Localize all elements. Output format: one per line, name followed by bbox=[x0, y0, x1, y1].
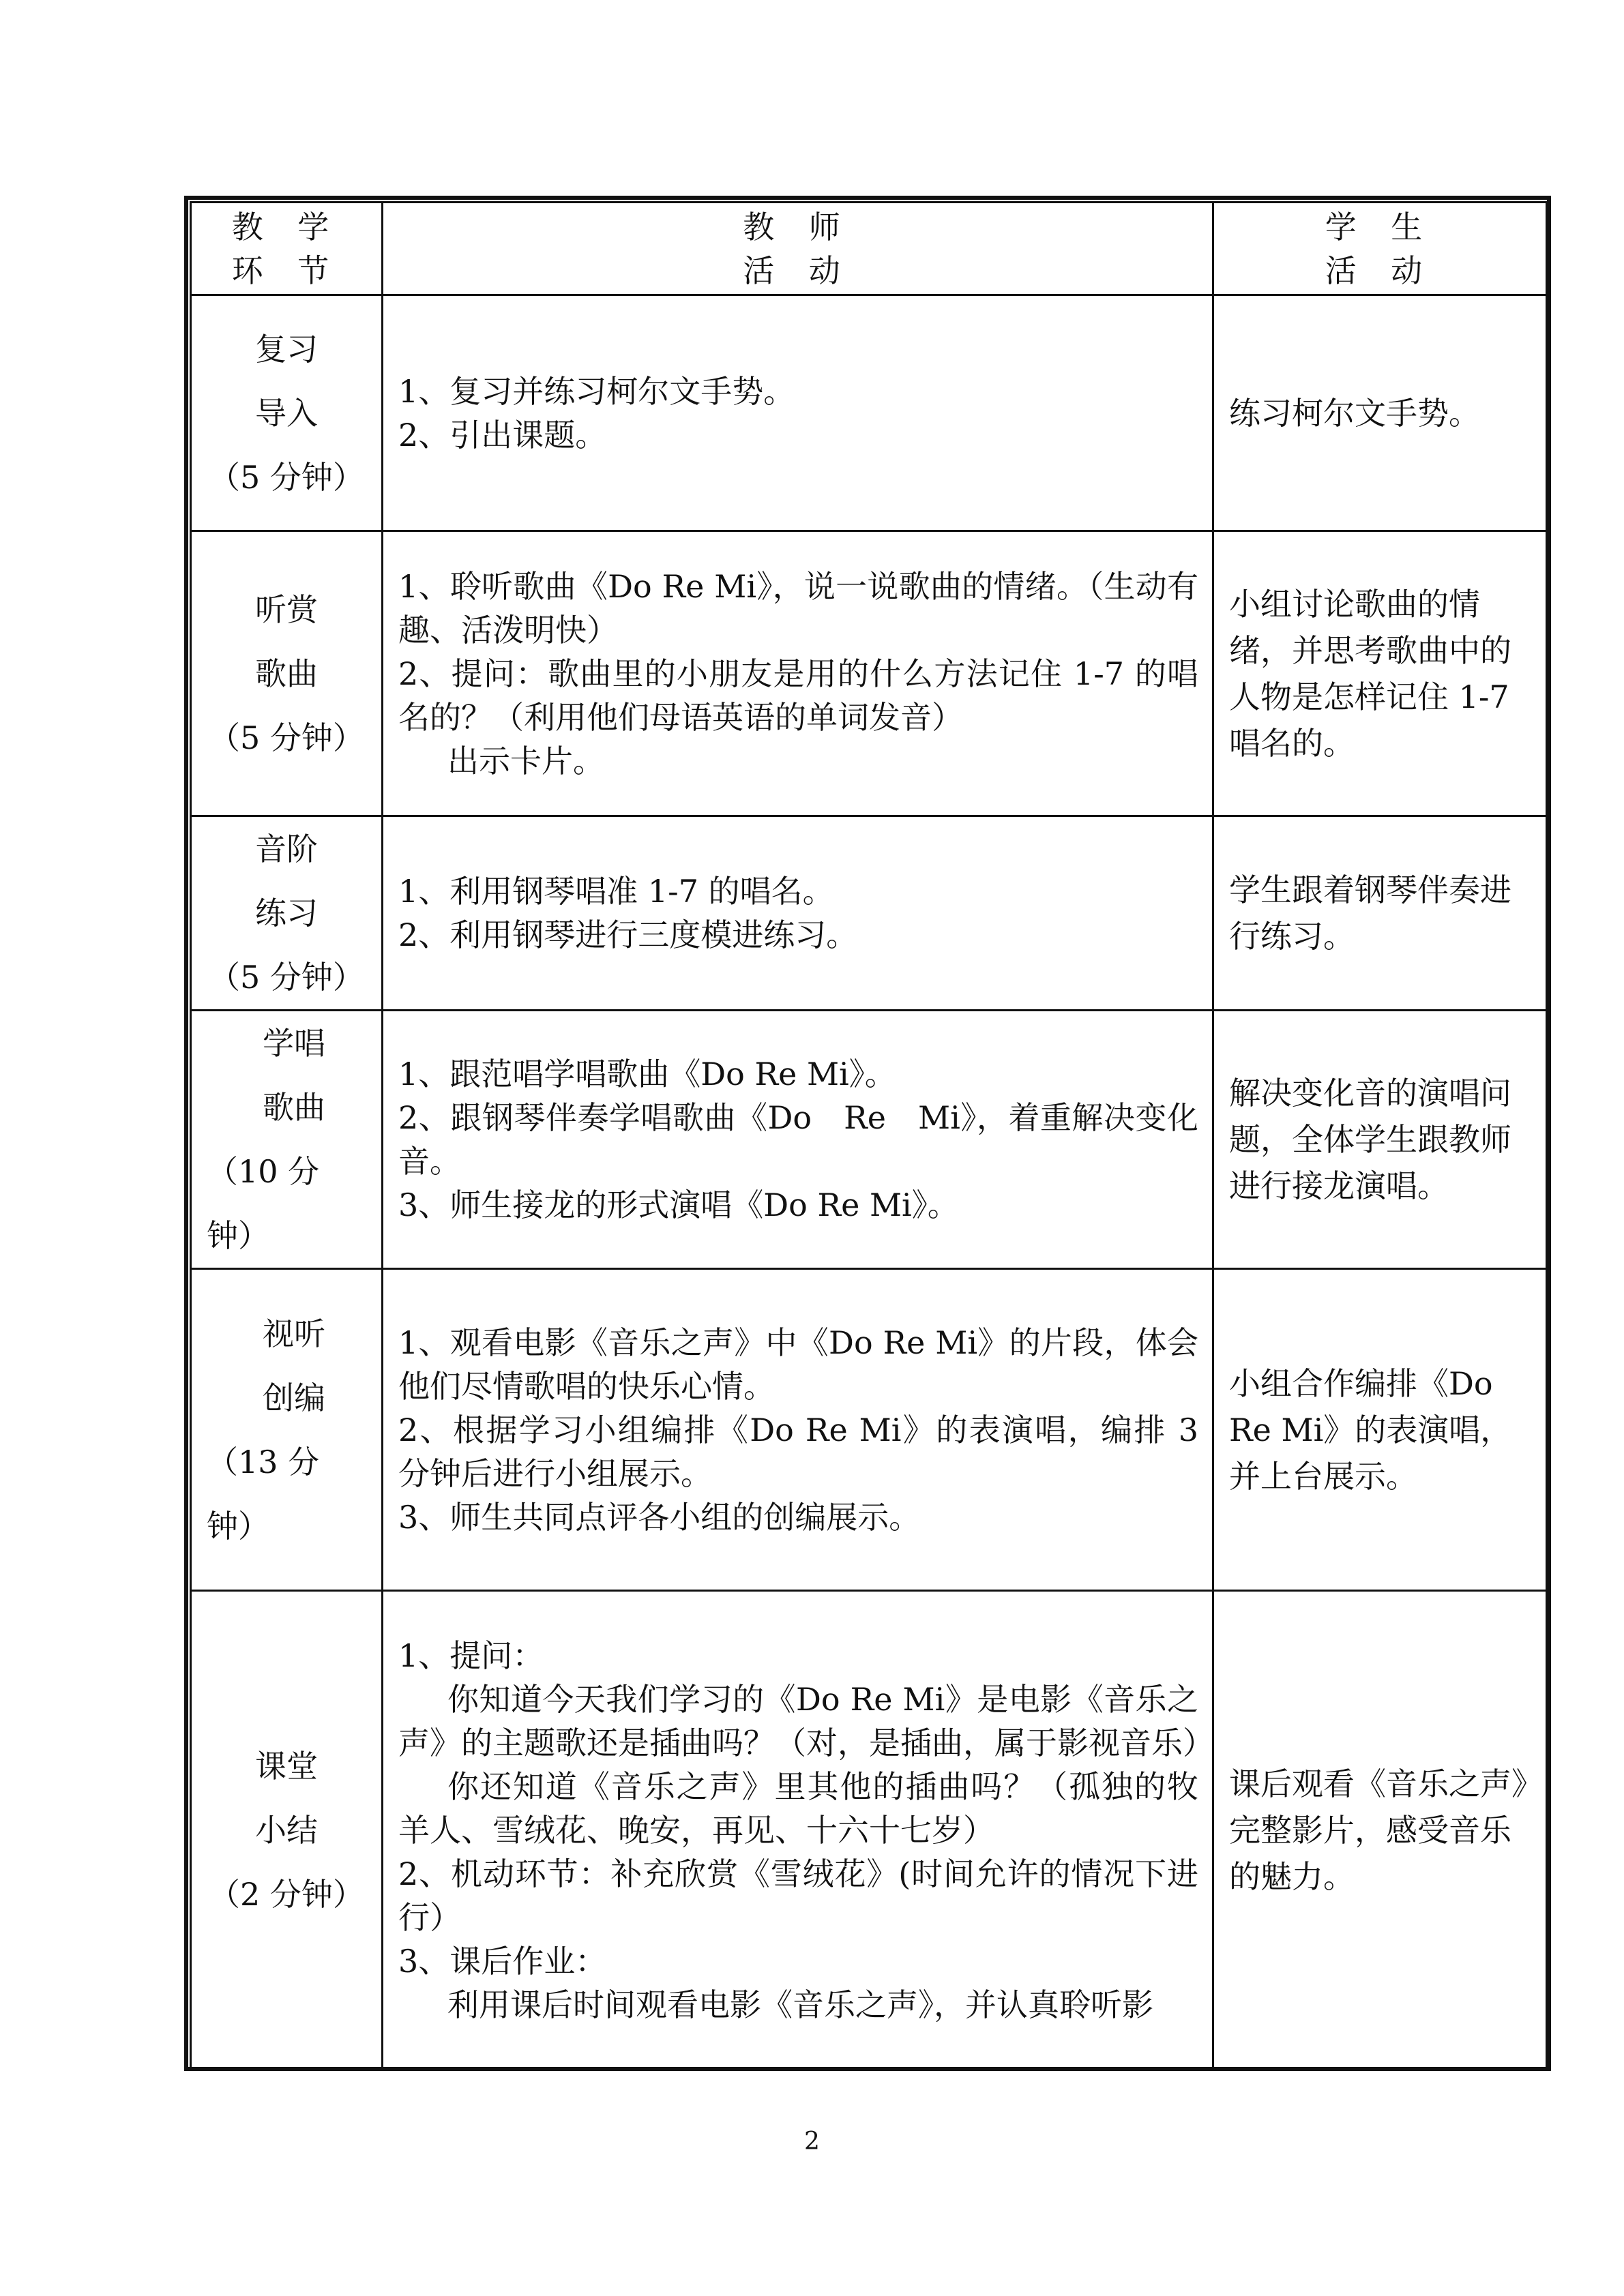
header-teacher: 教 师 活 动 bbox=[383, 203, 1213, 295]
table-row bbox=[191, 816, 1547, 1011]
table-header-row bbox=[191, 203, 1547, 295]
stage-cell: 复习 导入 （5 分钟） bbox=[191, 295, 383, 531]
teacher-activity-cell: 1、聆听歌曲《Do Re Mi》，说一说歌曲的情绪。（生动有趣、活泼明快） 2、提问：歌曲里的小朋友是用的什么方法记住 1-7 的唱名的？（利用他们母语英语的单词发音） 出示卡片。 bbox=[383, 531, 1213, 816]
student-activity-cell: 小组合作编排《Do Re Mi》的表演唱，并上台展示。 bbox=[1213, 1269, 1547, 1591]
teacher-activity-cell: 1、提问： 你知道今天我们学习的《Do Re Mi》是电影《音乐之声》的主题歌还是插曲吗？（对，是插曲，属于影视音乐） 你还知道《音乐之声》里其他的插曲吗？（孤独的牧羊人、雪绒花、晚安，再见、十六十七岁） 2、机动环节：补充欣赏《雪绒花》(时间允许的情况下进行） 3、课后作业： 利用课后时间观看电影《音乐之声》，并认真聆听影 bbox=[383, 1591, 1213, 2070]
table-row bbox=[191, 1591, 1547, 2070]
page-number: 2 bbox=[804, 2128, 820, 2156]
student-activity-cell: 课后观看《音乐之声》完整影片，感受音乐的魅力。 bbox=[1213, 1591, 1547, 2070]
teacher-activity-cell: 1、观看电影《音乐之声》中《Do Re Mi》的片段，体会他们尽情歌唱的快乐心情。 2、根据学习小组编排《Do Re Mi》的表演唱，编排 3 分钟后进行小组展示。 3、师生共同点评各小组的创编展示。 bbox=[383, 1269, 1213, 1591]
student-activity-cell: 小组讨论歌曲的情绪，并思考歌曲中的人物是怎样记住 1-7 唱名的。 bbox=[1213, 531, 1547, 816]
student-activity-cell: 解决变化音的演唱问题，全体学生跟教师进行接龙演唱。 bbox=[1213, 1011, 1547, 1269]
header-student: 学 生 活 动 bbox=[1213, 203, 1547, 295]
student-activity-cell: 学生跟着钢琴伴奏进行练习。 bbox=[1213, 816, 1547, 1011]
header-stage: 教 学 环 节 bbox=[191, 203, 383, 295]
teacher-activity-cell: 1、复习并练习柯尔文手势。 2、引出课题。 bbox=[383, 295, 1213, 531]
table-row bbox=[191, 1269, 1547, 1591]
table-row bbox=[191, 295, 1547, 531]
stage-cell: 听赏 歌曲 （5 分钟） bbox=[191, 531, 383, 816]
stage-cell: 学唱 歌曲 （10 分 钟） bbox=[191, 1011, 383, 1269]
teacher-activity-cell: 1、利用钢琴唱准 1-7 的唱名。 2、利用钢琴进行三度模进练习。 bbox=[383, 816, 1213, 1011]
student-activity-cell: 练习柯尔文手势。 bbox=[1213, 295, 1547, 531]
stage-cell: 音阶 练习 （5 分钟） bbox=[191, 816, 383, 1011]
stage-cell: 课堂 小结 （2 分钟） bbox=[191, 1591, 383, 2070]
table-row bbox=[191, 1011, 1547, 1269]
stage-cell: 视听 创编 （13 分 钟） bbox=[191, 1269, 383, 1591]
teacher-activity-cell: 1、跟范唱学唱歌曲《Do Re Mi》。 2、跟钢琴伴奏学唱歌曲《Do Re Mi》，着重解决变化音。 3、师生接龙的形式演唱《Do Re Mi》。 bbox=[383, 1011, 1213, 1269]
table-row bbox=[191, 531, 1547, 816]
lesson-plan-table bbox=[190, 201, 1548, 2070]
